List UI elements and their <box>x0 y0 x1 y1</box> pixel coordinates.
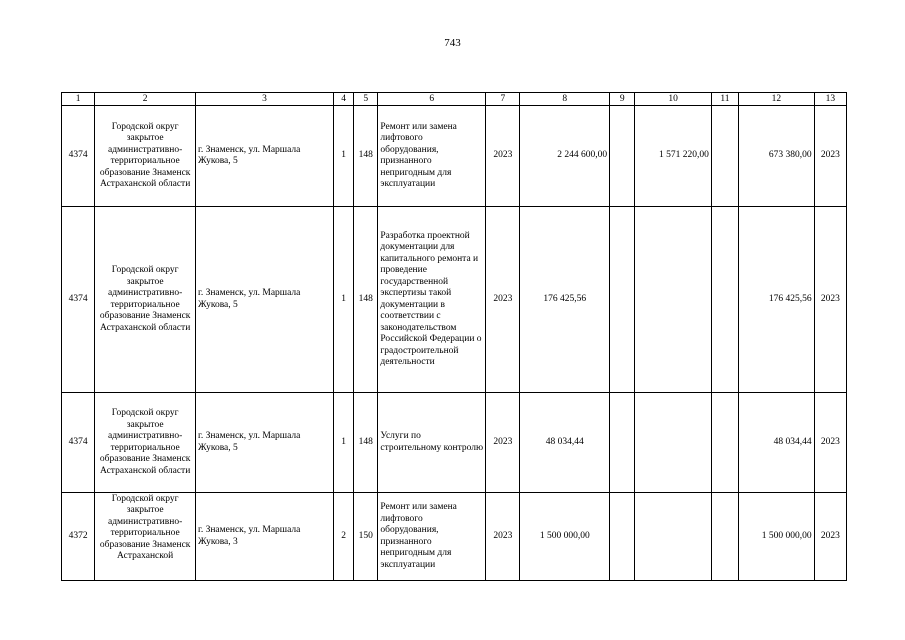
address-cell: г. Знаменск, ул. Маршала Жукова, 5 <box>196 393 334 493</box>
col10-cell: 1 571 220,00 <box>635 106 712 207</box>
col9-cell <box>610 106 635 207</box>
col10-cell <box>635 393 712 493</box>
table-row <box>62 493 847 581</box>
col5-cell: 150 <box>354 493 378 581</box>
table-row <box>62 393 847 493</box>
header-cell: 8 <box>520 93 610 106</box>
work-type-cell: Ремонт или замена лифтового оборудования, признанного непригодным для эксплуатации <box>378 106 486 207</box>
col10-cell <box>635 493 712 581</box>
col12-cell: 1 500 000,00 <box>739 493 815 581</box>
municipality-cell: Городской округ закрытое административно-территориальное образование Знаменск Астраханской области <box>95 393 196 493</box>
house-id-cell: 4374 <box>62 106 95 207</box>
col13-cell: 2023 <box>814 493 846 581</box>
municipality-cell: Городской округ закрытое административно-территориальное образование Знаменск Астраханской области <box>95 207 196 393</box>
col11-cell <box>711 106 738 207</box>
work-type-cell: Ремонт или замена лифтового оборудования, признанного непригодным для эксплуатации <box>378 493 486 581</box>
col13-cell: 2023 <box>814 106 846 207</box>
col11-cell <box>711 393 738 493</box>
total-cost-cell: 2 244 600,00 <box>520 106 610 207</box>
header-cell: 10 <box>635 93 712 106</box>
address-cell: г. Знаменск, ул. Маршала Жукова, 5 <box>196 207 334 393</box>
col11-cell <box>711 493 738 581</box>
col9-cell <box>610 493 635 581</box>
municipality-text: Городской округ закрытое административно-территориальное образование Знаменск Астраханской <box>99 493 191 561</box>
work-type-cell: Разработка проектной документации для капитального ремонта и проведение государственной экспертизы такой документации в соответствии с законодательством Российской Федерации о градостроительной деятельности <box>378 207 486 393</box>
col5-cell: 148 <box>354 207 378 393</box>
year-cell: 2023 <box>486 393 520 493</box>
col11-cell <box>711 207 738 393</box>
col10-cell <box>635 207 712 393</box>
header-cell: 7 <box>486 93 520 106</box>
table-row <box>62 207 847 393</box>
capital-repair-table <box>61 92 847 581</box>
work-type-cell: Услуги по строительному контролю <box>378 393 486 493</box>
header-cell: 4 <box>334 93 354 106</box>
header-cell: 13 <box>814 93 846 106</box>
col4-cell: 1 <box>334 207 354 393</box>
header-cell: 12 <box>739 93 815 106</box>
col13-cell: 2023 <box>814 207 846 393</box>
header-cell: 1 <box>62 93 95 106</box>
col12-cell: 48 034,44 <box>739 393 815 493</box>
header-cell: 2 <box>95 93 196 106</box>
header-cell: 9 <box>610 93 635 106</box>
col5-cell: 148 <box>354 393 378 493</box>
house-id-cell: 4372 <box>62 493 95 581</box>
table-row <box>62 106 847 207</box>
col12-cell: 673 380,00 <box>739 106 815 207</box>
total-cost-cell: 48 034,44 <box>520 393 610 493</box>
header-cell: 5 <box>354 93 378 106</box>
total-cost-cell: 1 500 000,00 <box>520 493 610 581</box>
municipality-cell: Городской округ закрытое административно-территориальное образование Знаменск Астраханской области <box>95 106 196 207</box>
col4-cell: 1 <box>334 106 354 207</box>
house-id-cell: 4374 <box>62 393 95 493</box>
col9-cell <box>610 393 635 493</box>
col9-cell <box>610 207 635 393</box>
year-cell: 2023 <box>486 106 520 207</box>
table-header-row <box>62 93 847 106</box>
page-number: 743 <box>444 37 461 49</box>
col4-cell: 1 <box>334 393 354 493</box>
header-cell: 6 <box>378 93 486 106</box>
header-cell: 11 <box>711 93 738 106</box>
col12-cell: 176 425,56 <box>739 207 815 393</box>
address-cell: г. Знаменск, ул. Маршала Жукова, 3 <box>196 493 334 581</box>
col4-cell: 2 <box>334 493 354 581</box>
year-cell: 2023 <box>486 493 520 581</box>
header-cell: 3 <box>196 93 334 106</box>
col5-cell: 148 <box>354 106 378 207</box>
total-cost-cell: 176 425,56 <box>520 207 610 393</box>
house-id-cell: 4374 <box>62 207 95 393</box>
col13-cell: 2023 <box>814 393 846 493</box>
municipality-cell <box>95 493 196 581</box>
address-cell: г. Знаменск, ул. Маршала Жукова, 5 <box>196 106 334 207</box>
year-cell: 2023 <box>486 207 520 393</box>
